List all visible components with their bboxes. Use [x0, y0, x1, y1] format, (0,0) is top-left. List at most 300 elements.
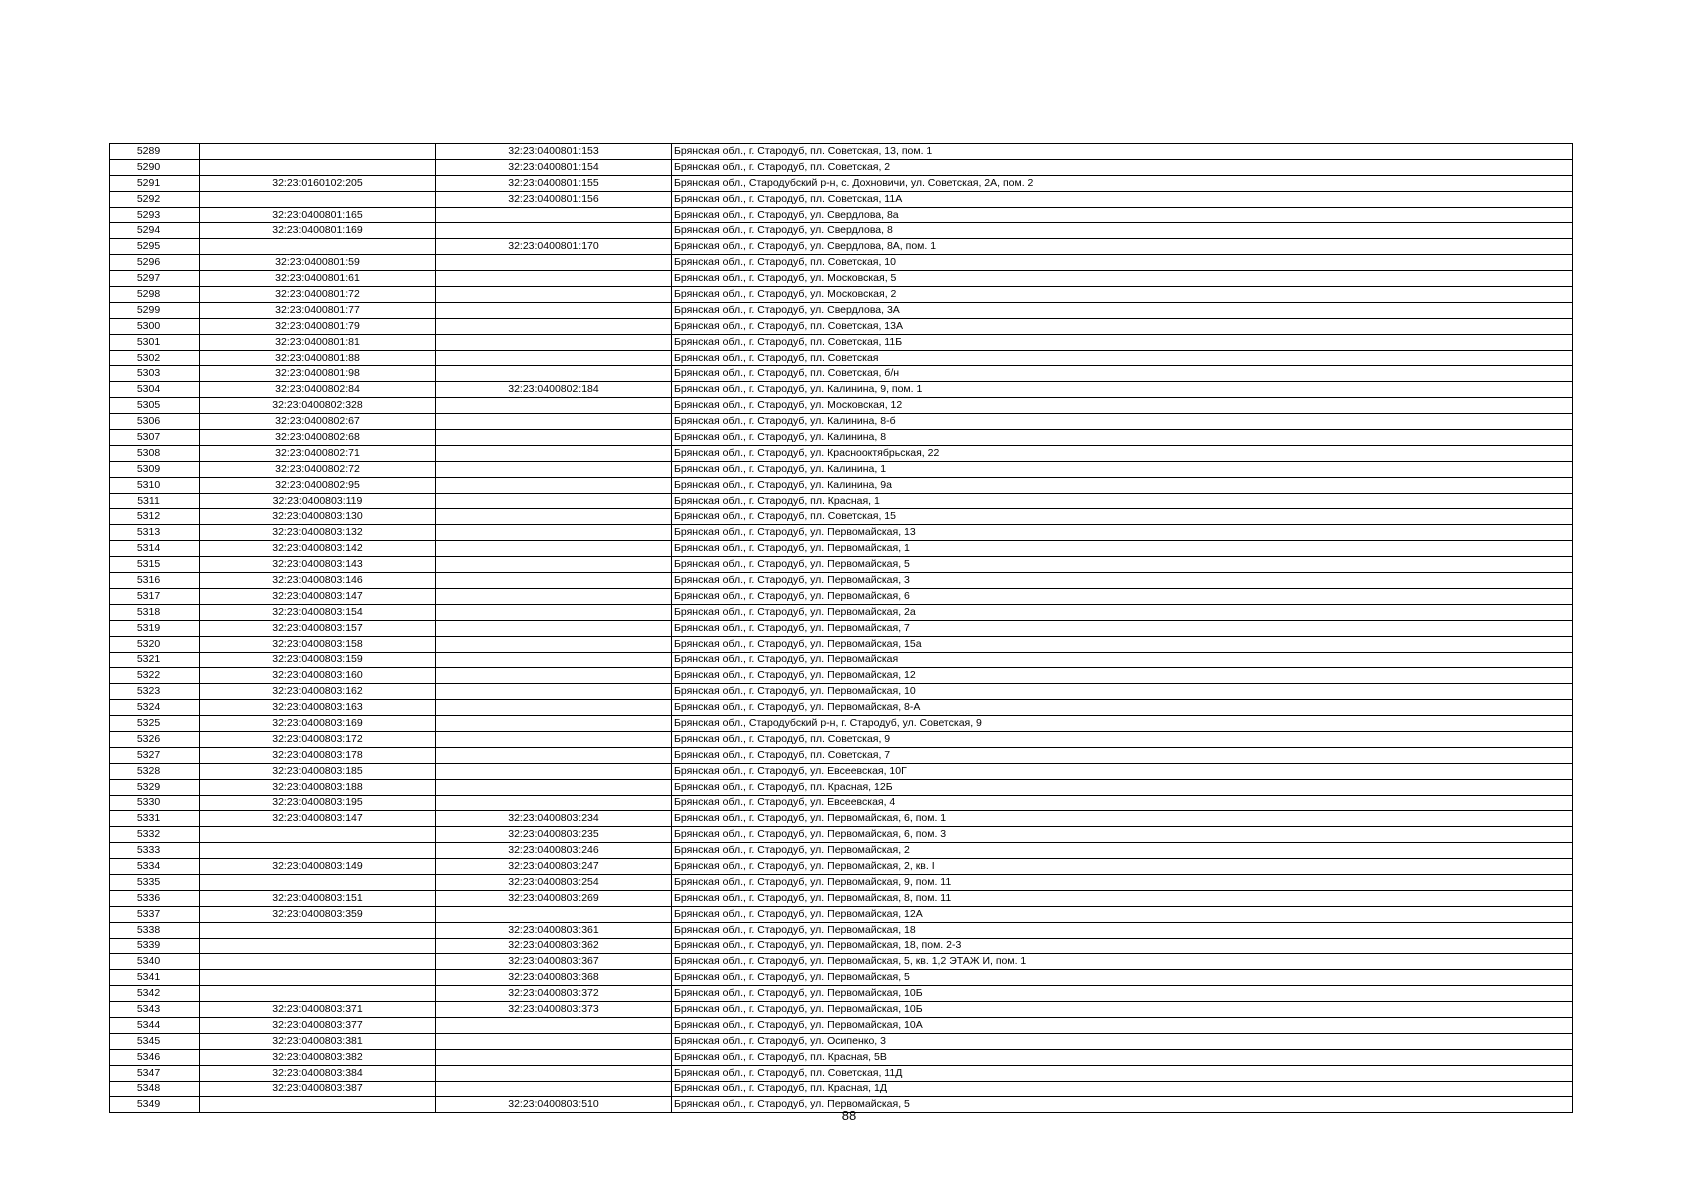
object-cadastral-number-cell — [436, 604, 672, 620]
table-row — [110, 700, 1573, 716]
row-number-cell: 5307 — [110, 430, 200, 446]
table-row — [110, 445, 1573, 461]
table-row — [110, 1017, 1573, 1033]
address-cell: Брянская обл., г. Стародуб, пл. Советская, 11Д — [672, 1065, 1573, 1081]
cadastral-number-cell — [200, 827, 436, 843]
object-cadastral-number-cell: 32:23:0400803:368 — [436, 970, 672, 986]
row-number-cell: 5308 — [110, 445, 200, 461]
row-number-cell: 5295 — [110, 239, 200, 255]
object-cadastral-number-cell — [436, 573, 672, 589]
row-number-cell: 5319 — [110, 620, 200, 636]
address-cell: Брянская обл., г. Стародуб, ул. Калинина, 9, пом. 1 — [672, 382, 1573, 398]
table-row — [110, 588, 1573, 604]
cadastral-number-cell — [200, 159, 436, 175]
cadastral-number-cell: 32:23:0160102:205 — [200, 175, 436, 191]
cadastral-number-cell: 32:23:0400802:71 — [200, 445, 436, 461]
object-cadastral-number-cell — [436, 731, 672, 747]
address-cell: Брянская обл., г. Стародуб, ул. Свердлова, 8 — [672, 223, 1573, 239]
object-cadastral-number-cell: 32:23:0400803:234 — [436, 811, 672, 827]
page-number: 88 — [841, 1108, 857, 1123]
table-row — [110, 398, 1573, 414]
row-number-cell: 5309 — [110, 461, 200, 477]
table-row — [110, 938, 1573, 954]
table-row — [110, 636, 1573, 652]
row-number-cell: 5343 — [110, 1002, 200, 1018]
address-cell: Брянская обл., г. Стародуб, ул. Калинина, 8-б — [672, 414, 1573, 430]
cadastral-number-cell: 32:23:0400803:371 — [200, 1002, 436, 1018]
row-number-cell: 5344 — [110, 1017, 200, 1033]
address-cell: Брянская обл., г. Стародуб, ул. Первомайская, 2, кв. I — [672, 859, 1573, 875]
address-cell: Брянская обл., г. Стародуб, ул. Первомайская, 10Б — [672, 986, 1573, 1002]
object-cadastral-number-cell — [436, 557, 672, 573]
address-cell: Брянская обл., г. Стародуб, ул. Первомайская, 7 — [672, 620, 1573, 636]
row-number-cell: 5300 — [110, 318, 200, 334]
object-cadastral-number-cell — [436, 302, 672, 318]
cadastral-number-cell: 32:23:0400801:59 — [200, 255, 436, 271]
table-row — [110, 890, 1573, 906]
object-cadastral-number-cell — [436, 652, 672, 668]
row-number-cell: 5301 — [110, 334, 200, 350]
address-cell: Брянская обл., г. Стародуб, ул. Первомайская, 2 — [672, 843, 1573, 859]
row-number-cell: 5293 — [110, 207, 200, 223]
cadastral-number-cell: 32:23:0400801:61 — [200, 271, 436, 287]
object-cadastral-number-cell: 32:23:0400803:373 — [436, 1002, 672, 1018]
cadastral-number-cell — [200, 954, 436, 970]
address-cell: Брянская обл., г. Стародуб, ул. Калинина, 8 — [672, 430, 1573, 446]
cadastral-number-cell — [200, 922, 436, 938]
table-row — [110, 350, 1573, 366]
cadastral-number-cell: 32:23:0400803:178 — [200, 747, 436, 763]
table-row — [110, 366, 1573, 382]
object-cadastral-number-cell — [436, 271, 672, 287]
table-row — [110, 843, 1573, 859]
cadastral-number-cell — [200, 843, 436, 859]
row-number-cell: 5333 — [110, 843, 200, 859]
address-cell: Брянская обл., г. Стародуб, ул. Первомайская, 8-А — [672, 700, 1573, 716]
row-number-cell: 5306 — [110, 414, 200, 430]
row-number-cell: 5337 — [110, 906, 200, 922]
row-number-cell: 5323 — [110, 684, 200, 700]
row-number-cell: 5312 — [110, 509, 200, 525]
cadastral-number-cell: 32:23:0400803:160 — [200, 668, 436, 684]
table-row — [110, 970, 1573, 986]
cadastral-number-cell — [200, 239, 436, 255]
row-number-cell: 5305 — [110, 398, 200, 414]
table-row — [110, 1002, 1573, 1018]
object-cadastral-number-cell — [436, 318, 672, 334]
row-number-cell: 5345 — [110, 1033, 200, 1049]
object-cadastral-number-cell — [436, 684, 672, 700]
address-cell: Брянская обл., г. Стародуб, пл. Советская, 15 — [672, 509, 1573, 525]
table-row — [110, 509, 1573, 525]
row-number-cell: 5290 — [110, 159, 200, 175]
object-cadastral-number-cell: 32:23:0400801:170 — [436, 239, 672, 255]
address-cell: Брянская обл., г. Стародуб, ул. Первомайская, 5, кв. 1,2 ЭТАЖ И, пом. 1 — [672, 954, 1573, 970]
address-cell: Брянская обл., г. Стародуб, ул. Первомайская, 2а — [672, 604, 1573, 620]
object-cadastral-number-cell: 32:23:0400803:367 — [436, 954, 672, 970]
object-cadastral-number-cell — [436, 1081, 672, 1097]
row-number-cell: 5320 — [110, 636, 200, 652]
cadastral-number-cell: 32:23:0400803:132 — [200, 525, 436, 541]
address-cell: Брянская обл., г. Стародуб, пл. Красная, 1 — [672, 493, 1573, 509]
table-row — [110, 684, 1573, 700]
table-row — [110, 191, 1573, 207]
cadastral-number-cell: 32:23:0400803:147 — [200, 588, 436, 604]
cadastral-number-cell: 32:23:0400801:77 — [200, 302, 436, 318]
cadastral-number-cell: 32:23:0400803:146 — [200, 573, 436, 589]
address-cell: Брянская обл., г. Стародуб, ул. Первомайская, 5 — [672, 1097, 1573, 1113]
table-row — [110, 557, 1573, 573]
table-row — [110, 986, 1573, 1002]
object-cadastral-number-cell — [436, 795, 672, 811]
row-number-cell: 5317 — [110, 588, 200, 604]
object-cadastral-number-cell: 32:23:0400803:510 — [436, 1097, 672, 1113]
address-cell: Брянская обл., г. Стародуб, пл. Советская — [672, 350, 1573, 366]
row-number-cell: 5341 — [110, 970, 200, 986]
address-cell: Брянская обл., г. Стародуб, ул. Первомайская, 12 — [672, 668, 1573, 684]
address-cell: Брянская обл., г. Стародуб, пл. Красная, 12Б — [672, 779, 1573, 795]
address-cell: Брянская обл., г. Стародуб, ул. Первомайская, 10 — [672, 684, 1573, 700]
object-cadastral-number-cell — [436, 779, 672, 795]
row-number-cell: 5292 — [110, 191, 200, 207]
cadastral-number-cell: 32:23:0400803:157 — [200, 620, 436, 636]
cadastral-number-cell: 32:23:0400803:159 — [200, 652, 436, 668]
object-cadastral-number-cell — [436, 255, 672, 271]
object-cadastral-number-cell — [436, 700, 672, 716]
cadastral-number-cell: 32:23:0400803:377 — [200, 1017, 436, 1033]
row-number-cell: 5289 — [110, 144, 200, 160]
row-number-cell: 5334 — [110, 859, 200, 875]
table-row — [110, 716, 1573, 732]
object-cadastral-number-cell — [436, 525, 672, 541]
address-cell: Брянская обл., г. Стародуб, ул. Свердлова, 3А — [672, 302, 1573, 318]
cadastral-number-cell: 32:23:0400802:84 — [200, 382, 436, 398]
row-number-cell: 5348 — [110, 1081, 200, 1097]
address-cell: Брянская обл., г. Стародуб, ул. Первомайская, 13 — [672, 525, 1573, 541]
address-cell: Брянская обл., Стародубский р-н, г. Стародуб, ул. Советская, 9 — [672, 716, 1573, 732]
object-cadastral-number-cell — [436, 636, 672, 652]
address-cell: Брянская обл., Стародубский р-н, с. Дохновичи, ул. Советская, 2А, пом. 2 — [672, 175, 1573, 191]
object-cadastral-number-cell — [436, 366, 672, 382]
cadastral-number-cell — [200, 970, 436, 986]
cadastral-number-cell: 32:23:0400803:169 — [200, 716, 436, 732]
address-cell: Брянская обл., г. Стародуб, ул. Первомайская, 10Б — [672, 1002, 1573, 1018]
object-cadastral-number-cell: 32:23:0400802:184 — [436, 382, 672, 398]
object-cadastral-number-cell — [436, 207, 672, 223]
object-cadastral-number-cell — [436, 588, 672, 604]
cadastral-number-cell: 32:23:0400803:188 — [200, 779, 436, 795]
table-row — [110, 731, 1573, 747]
address-cell: Брянская обл., г. Стародуб, ул. Евсеевская, 10Г — [672, 763, 1573, 779]
cadastral-number-cell: 32:23:0400802:95 — [200, 477, 436, 493]
address-cell: Брянская обл., г. Стародуб, ул. Первомайская, 8, пом. 11 — [672, 890, 1573, 906]
object-cadastral-number-cell — [436, 287, 672, 303]
object-cadastral-number-cell: 32:23:0400803:372 — [436, 986, 672, 1002]
address-cell: Брянская обл., г. Стародуб, ул. Первомайская, 3 — [672, 573, 1573, 589]
row-number-cell: 5314 — [110, 541, 200, 557]
cadastral-number-cell: 32:23:0400803:142 — [200, 541, 436, 557]
address-cell: Брянская обл., г. Стародуб, ул. Московская, 12 — [672, 398, 1573, 414]
property-table — [109, 143, 1573, 1113]
table-row — [110, 874, 1573, 890]
object-cadastral-number-cell: 32:23:0400803:361 — [436, 922, 672, 938]
table-row — [110, 144, 1573, 160]
table-row — [110, 287, 1573, 303]
row-number-cell: 5324 — [110, 700, 200, 716]
table-row — [110, 779, 1573, 795]
object-cadastral-number-cell — [436, 541, 672, 557]
cadastral-number-cell: 32:23:0400803:119 — [200, 493, 436, 509]
table-row — [110, 1065, 1573, 1081]
address-cell: Брянская обл., г. Стародуб, пл. Советская, 9 — [672, 731, 1573, 747]
object-cadastral-number-cell — [436, 398, 672, 414]
cadastral-number-cell: 32:23:0400803:163 — [200, 700, 436, 716]
address-cell: Брянская обл., г. Стародуб, ул. Свердлова, 8а — [672, 207, 1573, 223]
cadastral-number-cell: 32:23:0400801:79 — [200, 318, 436, 334]
address-cell: Брянская обл., г. Стародуб, пл. Красная, 5В — [672, 1049, 1573, 1065]
address-cell: Брянская обл., г. Стародуб, ул. Осипенко, 3 — [672, 1033, 1573, 1049]
table-row — [110, 747, 1573, 763]
address-cell: Брянская обл., г. Стародуб, ул. Первомайская, 9, пом. 11 — [672, 874, 1573, 890]
address-cell: Брянская обл., г. Стародуб, ул. Калинина, 9а — [672, 477, 1573, 493]
row-number-cell: 5349 — [110, 1097, 200, 1113]
row-number-cell: 5335 — [110, 874, 200, 890]
row-number-cell: 5328 — [110, 763, 200, 779]
address-cell: Брянская обл., г. Стародуб, пл. Советская, 11Б — [672, 334, 1573, 350]
address-cell: Брянская обл., г. Стародуб, ул. Первомайская, 10А — [672, 1017, 1573, 1033]
object-cadastral-number-cell: 32:23:0400801:153 — [436, 144, 672, 160]
table-row — [110, 207, 1573, 223]
cadastral-number-cell — [200, 191, 436, 207]
row-number-cell: 5311 — [110, 493, 200, 509]
cadastral-number-cell — [200, 938, 436, 954]
row-number-cell: 5303 — [110, 366, 200, 382]
cadastral-number-cell: 32:23:0400803:172 — [200, 731, 436, 747]
address-cell: Брянская обл., г. Стародуб, пл. Советская, 7 — [672, 747, 1573, 763]
object-cadastral-number-cell: 32:23:0400801:155 — [436, 175, 672, 191]
address-cell: Брянская обл., г. Стародуб, ул. Первомайская, 5 — [672, 557, 1573, 573]
address-cell: Брянская обл., г. Стародуб, ул. Краснооктябрьская, 22 — [672, 445, 1573, 461]
cadastral-number-cell: 32:23:0400803:143 — [200, 557, 436, 573]
table-row — [110, 255, 1573, 271]
table-row — [110, 461, 1573, 477]
table-row — [110, 302, 1573, 318]
cadastral-number-cell: 32:23:0400801:165 — [200, 207, 436, 223]
table-row — [110, 906, 1573, 922]
table-row — [110, 175, 1573, 191]
table-row — [110, 954, 1573, 970]
table-row — [110, 1049, 1573, 1065]
table-row — [110, 1033, 1573, 1049]
row-number-cell: 5299 — [110, 302, 200, 318]
object-cadastral-number-cell — [436, 747, 672, 763]
row-number-cell: 5338 — [110, 922, 200, 938]
address-cell: Брянская обл., г. Стародуб, пл. Советская, 13А — [672, 318, 1573, 334]
address-cell: Брянская обл., г. Стародуб, ул. Первомайская, 6 — [672, 588, 1573, 604]
table-row — [110, 239, 1573, 255]
cadastral-number-cell: 32:23:0400802:67 — [200, 414, 436, 430]
cadastral-number-cell: 32:23:0400803:147 — [200, 811, 436, 827]
cadastral-number-cell: 32:23:0400803:387 — [200, 1081, 436, 1097]
row-number-cell: 5316 — [110, 573, 200, 589]
row-number-cell: 5346 — [110, 1049, 200, 1065]
object-cadastral-number-cell: 32:23:0400803:235 — [436, 827, 672, 843]
row-number-cell: 5291 — [110, 175, 200, 191]
cadastral-number-cell: 32:23:0400801:88 — [200, 350, 436, 366]
object-cadastral-number-cell — [436, 430, 672, 446]
object-cadastral-number-cell: 32:23:0400803:362 — [436, 938, 672, 954]
table-row — [110, 827, 1573, 843]
address-cell: Брянская обл., г. Стародуб, пл. Красная, 1Д — [672, 1081, 1573, 1097]
object-cadastral-number-cell — [436, 414, 672, 430]
table-row — [110, 859, 1573, 875]
table-row — [110, 604, 1573, 620]
table-row — [110, 668, 1573, 684]
row-number-cell: 5315 — [110, 557, 200, 573]
object-cadastral-number-cell — [436, 668, 672, 684]
cadastral-number-cell: 32:23:0400803:149 — [200, 859, 436, 875]
row-number-cell: 5329 — [110, 779, 200, 795]
row-number-cell: 5330 — [110, 795, 200, 811]
row-number-cell: 5342 — [110, 986, 200, 1002]
cadastral-number-cell: 32:23:0400803:381 — [200, 1033, 436, 1049]
row-number-cell: 5325 — [110, 716, 200, 732]
cadastral-number-cell — [200, 874, 436, 890]
row-number-cell: 5322 — [110, 668, 200, 684]
table-row — [110, 223, 1573, 239]
object-cadastral-number-cell — [436, 1065, 672, 1081]
object-cadastral-number-cell: 32:23:0400803:269 — [436, 890, 672, 906]
table-row — [110, 620, 1573, 636]
address-cell: Брянская обл., г. Стародуб, ул. Московская, 2 — [672, 287, 1573, 303]
object-cadastral-number-cell: 32:23:0400801:154 — [436, 159, 672, 175]
cadastral-number-cell: 32:23:0400803:158 — [200, 636, 436, 652]
address-cell: Брянская обл., г. Стародуб, пл. Советская, 11А — [672, 191, 1573, 207]
object-cadastral-number-cell — [436, 509, 672, 525]
object-cadastral-number-cell — [436, 461, 672, 477]
object-cadastral-number-cell — [436, 445, 672, 461]
object-cadastral-number-cell — [436, 906, 672, 922]
cadastral-number-cell: 32:23:0400803:185 — [200, 763, 436, 779]
object-cadastral-number-cell — [436, 334, 672, 350]
table-row — [110, 334, 1573, 350]
address-cell: Брянская обл., г. Стародуб, ул. Первомайская, 18, пом. 2-3 — [672, 938, 1573, 954]
cadastral-number-cell: 32:23:0400803:130 — [200, 509, 436, 525]
row-number-cell: 5336 — [110, 890, 200, 906]
table-row — [110, 430, 1573, 446]
address-cell: Брянская обл., г. Стародуб, ул. Первомайская, 1 — [672, 541, 1573, 557]
table-body — [110, 144, 1573, 1113]
row-number-cell: 5304 — [110, 382, 200, 398]
table-row — [110, 477, 1573, 493]
cadastral-number-cell — [200, 986, 436, 1002]
cadastral-number-cell: 32:23:0400801:169 — [200, 223, 436, 239]
object-cadastral-number-cell — [436, 1049, 672, 1065]
row-number-cell: 5302 — [110, 350, 200, 366]
address-cell: Брянская обл., г. Стародуб, ул. Первомайская, 6, пом. 3 — [672, 827, 1573, 843]
cadastral-number-cell: 32:23:0400803:382 — [200, 1049, 436, 1065]
table-row — [110, 525, 1573, 541]
address-cell: Брянская обл., г. Стародуб, ул. Евсеевская, 4 — [672, 795, 1573, 811]
object-cadastral-number-cell — [436, 716, 672, 732]
row-number-cell: 5331 — [110, 811, 200, 827]
table-row — [110, 652, 1573, 668]
address-cell: Брянская обл., г. Стародуб, пл. Советская, 13, пом. 1 — [672, 144, 1573, 160]
cadastral-number-cell: 32:23:0400801:98 — [200, 366, 436, 382]
address-cell: Брянская обл., г. Стародуб, ул. Свердлова, 8А, пом. 1 — [672, 239, 1573, 255]
row-number-cell: 5321 — [110, 652, 200, 668]
table-row — [110, 159, 1573, 175]
table-row — [110, 811, 1573, 827]
row-number-cell: 5332 — [110, 827, 200, 843]
row-number-cell: 5339 — [110, 938, 200, 954]
table-row — [110, 922, 1573, 938]
object-cadastral-number-cell: 32:23:0400803:247 — [436, 859, 672, 875]
object-cadastral-number-cell: 32:23:0400803:246 — [436, 843, 672, 859]
cadastral-number-cell: 32:23:0400803:384 — [200, 1065, 436, 1081]
address-cell: Брянская обл., г. Стародуб, ул. Калинина, 1 — [672, 461, 1573, 477]
address-cell: Брянская обл., г. Стародуб, пл. Советская, 10 — [672, 255, 1573, 271]
object-cadastral-number-cell — [436, 620, 672, 636]
object-cadastral-number-cell — [436, 1033, 672, 1049]
object-cadastral-number-cell — [436, 763, 672, 779]
table-row — [110, 318, 1573, 334]
cadastral-number-cell: 32:23:0400802:328 — [200, 398, 436, 414]
row-number-cell: 5318 — [110, 604, 200, 620]
address-cell: Брянская обл., г. Стародуб, пл. Советская, б/н — [672, 366, 1573, 382]
row-number-cell: 5327 — [110, 747, 200, 763]
object-cadastral-number-cell — [436, 1017, 672, 1033]
table-row — [110, 382, 1573, 398]
address-cell: Брянская обл., г. Стародуб, ул. Первомайская, 6, пом. 1 — [672, 811, 1573, 827]
address-cell: Брянская обл., г. Стародуб, ул. Первомайская — [672, 652, 1573, 668]
row-number-cell: 5326 — [110, 731, 200, 747]
object-cadastral-number-cell — [436, 223, 672, 239]
address-cell: Брянская обл., г. Стародуб, пл. Советская, 2 — [672, 159, 1573, 175]
object-cadastral-number-cell — [436, 477, 672, 493]
row-number-cell: 5347 — [110, 1065, 200, 1081]
table-row — [110, 795, 1573, 811]
row-number-cell: 5310 — [110, 477, 200, 493]
address-cell: Брянская обл., г. Стародуб, ул. Первомайская, 15а — [672, 636, 1573, 652]
cadastral-number-cell: 32:23:0400801:72 — [200, 287, 436, 303]
table-row — [110, 1081, 1573, 1097]
row-number-cell: 5313 — [110, 525, 200, 541]
cadastral-number-cell — [200, 144, 436, 160]
table-row — [110, 573, 1573, 589]
address-cell: Брянская обл., г. Стародуб, ул. Первомайская, 18 — [672, 922, 1573, 938]
row-number-cell: 5340 — [110, 954, 200, 970]
cadastral-number-cell: 32:23:0400803:162 — [200, 684, 436, 700]
address-cell: Брянская обл., г. Стародуб, ул. Первомайская, 5 — [672, 970, 1573, 986]
object-cadastral-number-cell — [436, 350, 672, 366]
cadastral-number-cell: 32:23:0400803:154 — [200, 604, 436, 620]
address-cell: Брянская обл., г. Стародуб, ул. Первомайская, 12А — [672, 906, 1573, 922]
table-row — [110, 414, 1573, 430]
table-row — [110, 493, 1573, 509]
row-number-cell: 5294 — [110, 223, 200, 239]
table-row — [110, 541, 1573, 557]
cadastral-number-cell: 32:23:0400801:81 — [200, 334, 436, 350]
object-cadastral-number-cell: 32:23:0400801:156 — [436, 191, 672, 207]
object-cadastral-number-cell — [436, 493, 672, 509]
cadastral-number-cell: 32:23:0400802:72 — [200, 461, 436, 477]
row-number-cell: 5297 — [110, 271, 200, 287]
table-row — [110, 763, 1573, 779]
object-cadastral-number-cell: 32:23:0400803:254 — [436, 874, 672, 890]
address-cell: Брянская обл., г. Стародуб, ул. Московская, 5 — [672, 271, 1573, 287]
cadastral-number-cell: 32:23:0400803:195 — [200, 795, 436, 811]
